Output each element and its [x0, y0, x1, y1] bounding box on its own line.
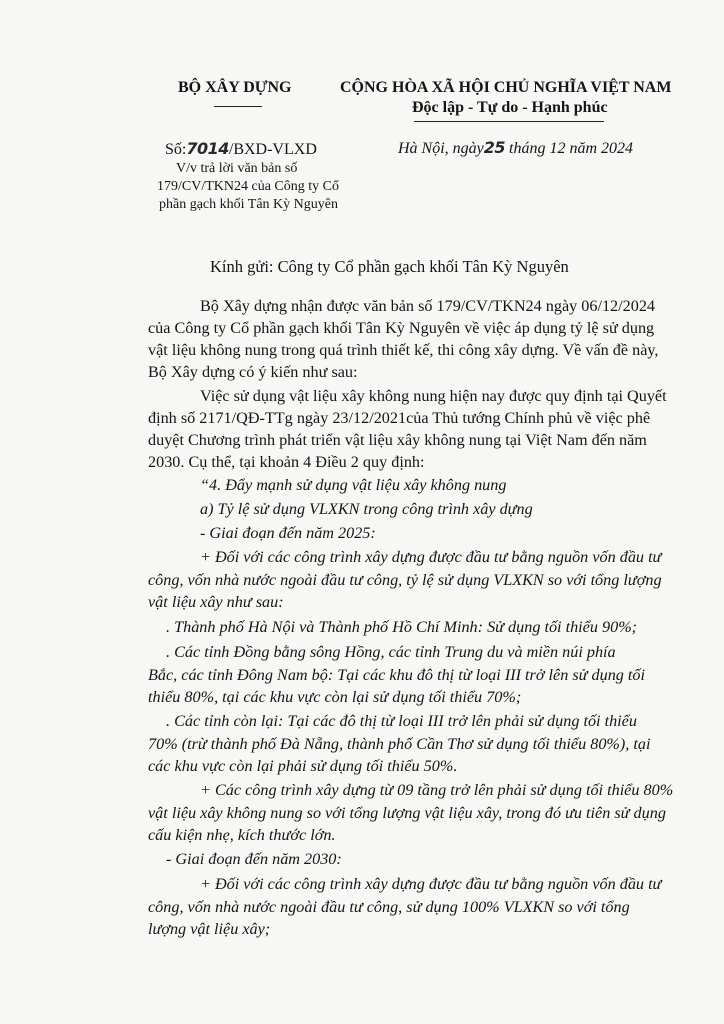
recipient-line: Kính gửi: Công ty Cổ phần gạch khối Tân Kỳ Nguyên — [210, 257, 569, 276]
quote-line: . Thành phố Hà Nội và Thành phố Hồ Chí Minh: Sử dụng tối thiểu 90%; — [166, 618, 638, 636]
body-line: duyệt Chương trình phát triển vật liệu xây không nung tại Việt Nam đến năm — [148, 431, 647, 449]
subject-line-1: V/v trả lời văn bản số — [176, 161, 298, 176]
ministry-underline — [214, 106, 262, 107]
quote-line: + Đối với các công trình xây dựng được đầu tư bằng nguồn vốn đầu tư — [200, 875, 662, 893]
quote-line: thiểu 80%, tại các khu vực còn lại sử dụng tối thiểu 70%; — [148, 688, 522, 706]
quote-line: vật liệu xây như sau: — [148, 593, 284, 611]
quote-line: . Các tỉnh Đồng bằng sông Hồng, các tỉnh Trung du và miền núi phía — [166, 643, 616, 661]
body-line: Bộ Xây dựng có ý kiến như sau: — [148, 363, 358, 381]
quote-line: - Giai đoạn đến năm 2025: — [200, 524, 376, 542]
body-line: định số 2171/QĐ-TTg ngày 23/12/2021của Thủ tướng Chính phủ về việc phê — [148, 409, 651, 427]
quote-line: vật liệu xây không nung so với tổng lượng vật liệu xây, trong đó ưu tiên sử dụng — [148, 804, 666, 822]
date-prefix: Hà Nội, ngày — [398, 140, 484, 157]
number-prefix: Số: — [165, 141, 187, 158]
handwritten-day: 25 — [483, 138, 506, 157]
handwritten-number: 7014 — [186, 139, 229, 158]
body-line: Bộ Xây dựng nhận được văn bản số 179/CV/TKN24 ngày 06/12/2024 — [200, 297, 656, 315]
quote-line: + Đối với các công trình xây dựng được đầu tư bằng nguồn vốn đầu tư — [200, 548, 662, 566]
issue-date — [398, 138, 633, 159]
quote-line: các khu vực còn lại phải sử dụng tối thiểu 50%. — [148, 757, 458, 775]
document-number — [165, 139, 317, 160]
national-motto: Độc lập - Tự do - Hạnh phúc — [412, 99, 608, 116]
quote-line: Bắc, các tỉnh Đông Nam bộ: Tại các khu đô thị từ loại III trở lên sử dụng tối — [148, 666, 646, 684]
body-line: của Công ty Cổ phần gạch khối Tân Kỳ Nguyên về việc áp dụng tỷ lệ sử dụng — [148, 319, 655, 337]
quote-line: công, vốn nhà nước ngoài đầu tư công, tỷ lệ sử dụng VLXKN so với tổng lượng — [148, 571, 662, 589]
date-suffix: tháng 12 năm 2024 — [509, 140, 634, 157]
quote-line: 70% (trừ thành phố Đà Nẵng, thành phố Cần Thơ sử dụng tối thiểu 80%), tại — [148, 735, 651, 753]
country-name: CỘNG HÒA XÃ HỘI CHỦ NGHĨA VIỆT NAM — [340, 79, 672, 96]
body-line: 2030. Cụ thể, tại khoản 4 Điều 2 quy định: — [148, 453, 425, 471]
motto-underline — [414, 121, 604, 122]
body-line: vật liệu không nung trong quá trình thiết kế, thi công xây dựng. Về vấn đề này, — [148, 341, 659, 359]
quote-line: a) Tỷ lệ sử dụng VLXKN trong công trình xây dựng — [200, 500, 533, 518]
quote-line: cấu kiện nhẹ, kích thước lớn. — [148, 826, 336, 844]
number-suffix: /BXD-VLXD — [228, 141, 317, 158]
quote-line: . Các tỉnh còn lại: Tại các đô thị từ loại III trở lên phải sử dụng tối thiểu — [166, 712, 637, 730]
body-line: Việc sử dụng vật liệu xây không nung hiện nay được quy định tại Quyết — [200, 387, 667, 405]
quote-line: + Các công trình xây dựng từ 09 tầng trở lên phải sử dụng tối thiểu 80% — [200, 781, 674, 799]
ministry-name: BỘ XÂY DỰNG — [178, 79, 292, 96]
quote-line: “4. Đẩy mạnh sử dụng vật liệu xây không nung — [200, 476, 507, 494]
quote-line: - Giai đoạn đến năm 2030: — [166, 850, 342, 868]
quote-line: lượng vật liệu xây; — [148, 920, 271, 938]
subject-line-2: 179/CV/TKN24 của Công ty Cổ — [157, 179, 339, 194]
quote-line: công, vốn nhà nước ngoài đầu tư công, sử dụng 100% VLXKN so với tổng — [148, 898, 630, 916]
subject-line-3: phần gạch khối Tân Kỳ Nguyên — [159, 197, 338, 212]
